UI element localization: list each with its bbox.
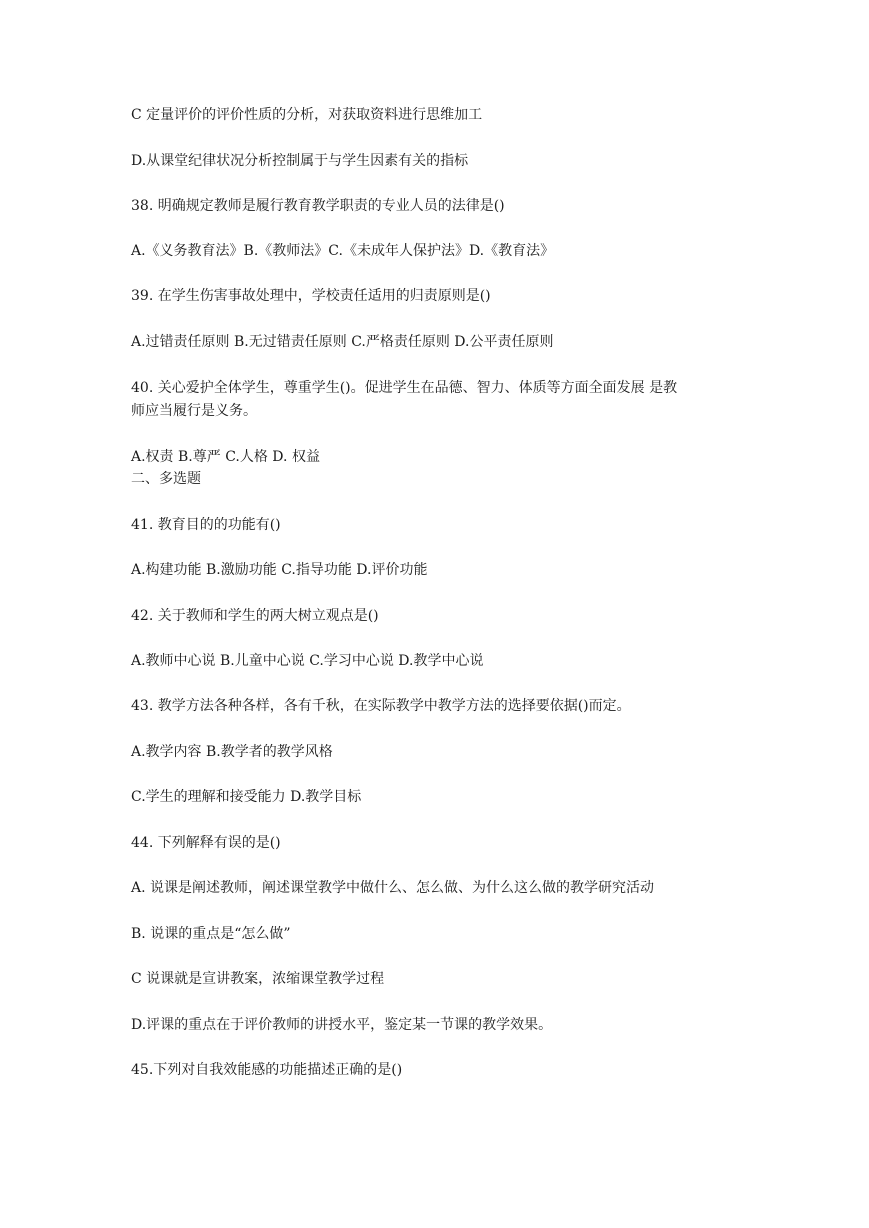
options-q42: A.教师中心说 B.儿童中心说 C.学习中心说 D.教学中心说 <box>131 653 484 669</box>
question-40-line1: 40. 关心爱护全体学生，尊重学生()。促进学生在品德、智力、体质等方面全面发展 是教 <box>131 380 678 396</box>
question-38: 38. 明确规定教师是履行教育教学职责的专业人员的法律是() <box>131 198 505 214</box>
options-q39: A.过错责任原则 B.无过错责任原则 C.严格责任原则 D.公平责任原则 <box>131 334 554 350</box>
question-39: 39. 在学生伤害事故处理中，学校责任适用的归责原则是() <box>131 288 491 304</box>
option-d-q44: D.评课的重点在于评价教师的讲授水平，鉴定某一节课的教学效果。 <box>131 1017 553 1033</box>
option-a-q44: A. 说课是阐述教师，阐述课堂教学中做什么、怎么做、为什么这么做的教学研究活动 <box>131 880 655 896</box>
options-q40: A.权责 B.尊严 C.人格 D. 权益 <box>131 449 320 465</box>
options-q38: A.《义务教育法》B.《教师法》C.《未成年人保护法》D.《教育法》 <box>131 243 555 259</box>
option-c-q37: C 定量评价的评价性质的分析，对获取资料进行思维加工 <box>131 107 483 123</box>
question-43: 43. 教学方法各种各样，各有千秋，在实际教学中教学方法的选择要依据()而定。 <box>131 698 631 714</box>
option-b-q44: B. 说课的重点是“怎么做” <box>131 926 291 942</box>
question-42: 42. 关于教师和学生的两大树立观点是() <box>131 608 379 624</box>
question-44: 44. 下列解释有误的是() <box>131 835 281 851</box>
question-40-line2: 师应当履行是义务。 <box>131 403 257 419</box>
option-d-q37: D.从课堂纪律状况分析控制属于与学生因素有关的指标 <box>131 153 469 169</box>
options-q41: A.构建功能 B.激励功能 C.指导功能 D.评价功能 <box>131 562 428 578</box>
option-c-q44: C 说课就是宣讲教案，浓缩课堂教学过程 <box>131 971 385 987</box>
section-heading-multiple-choice: 二、多选题 <box>131 471 201 487</box>
options-q43-ab: A.教学内容 B.教学者的教学风格 <box>131 744 333 760</box>
question-45: 45.下列对自我效能感的功能描述正确的是() <box>131 1062 403 1078</box>
options-q43-cd: C.学生的理解和接受能力 D.教学目标 <box>131 789 362 805</box>
question-41: 41. 教育目的的功能有() <box>131 517 281 533</box>
